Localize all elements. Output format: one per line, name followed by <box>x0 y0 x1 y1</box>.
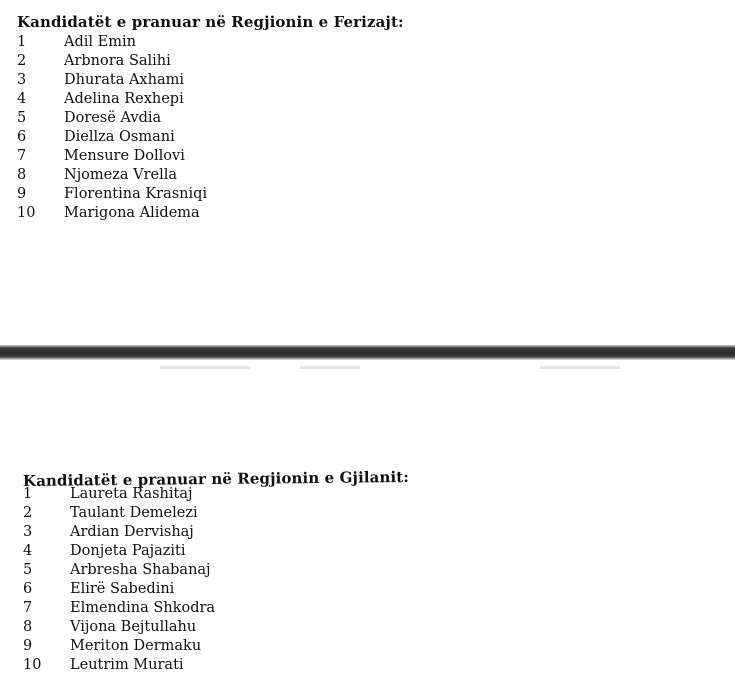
item-number: 6 <box>17 129 27 145</box>
item-number: 3 <box>23 524 33 540</box>
item-number: 7 <box>17 148 27 164</box>
item-number: 8 <box>17 167 27 183</box>
candidate-name: Florentina Krasniqi <box>64 186 208 202</box>
candidate-name: Arbresha Shabanaj <box>70 562 211 578</box>
gjilan-section <box>0 360 735 695</box>
candidate-name: Diellza Osmani <box>64 129 175 145</box>
item-number: 7 <box>23 600 33 616</box>
item-number: 2 <box>17 53 27 69</box>
candidate-name: Elmendina Shkodra <box>70 600 216 616</box>
candidate-name: Adil Emin <box>64 34 136 50</box>
ferizaj-title: Kandidatët e pranuar në Regjionin e Ferizajt: <box>17 13 404 31</box>
item-number: 9 <box>23 638 33 654</box>
candidate-name: Meriton Dermaku <box>70 638 202 654</box>
candidate-name: Njomeza Vrella <box>64 167 178 183</box>
candidate-name: Adelina Rexhepi <box>64 91 184 107</box>
candidate-name: Leutrim Murati <box>70 657 184 673</box>
gjilan-title: Kandidatët e pranuar në Regjionin e Gjilanit: <box>22 467 410 490</box>
item-number: 5 <box>17 110 27 126</box>
page-divider <box>0 345 735 360</box>
candidate-name: Ardian Dervishaj <box>70 524 194 540</box>
item-number: 8 <box>23 619 33 635</box>
candidate-name: Mensure Dollovi <box>64 148 185 164</box>
item-number: 1 <box>23 486 33 502</box>
item-number: 3 <box>17 72 27 88</box>
item-number: 10 <box>23 657 42 673</box>
item-number: 2 <box>23 505 33 521</box>
item-number: 6 <box>23 581 33 597</box>
item-number: 1 <box>17 34 27 50</box>
candidate-name: Laureta Rashitaj <box>70 486 193 502</box>
candidate-name: Donjeta Pajaziti <box>70 543 186 559</box>
item-number: 5 <box>23 562 33 578</box>
item-number: 4 <box>17 91 27 107</box>
candidate-name: Taulant Demelezi <box>70 505 198 521</box>
item-number: 4 <box>23 543 33 559</box>
candidate-name: Marigona Alidema <box>64 205 200 221</box>
candidate-name: Arbnora Salihi <box>64 53 171 69</box>
item-number: 10 <box>17 205 36 221</box>
candidate-name: Vijona Bejtullahu <box>70 619 197 635</box>
ferizaj-section <box>0 0 735 345</box>
candidate-name: Doresë Avdia <box>64 110 162 126</box>
candidate-name: Elirë Sabedini <box>70 581 175 597</box>
item-number: 9 <box>17 186 27 202</box>
candidate-name: Dhurata Axhami <box>64 72 184 88</box>
